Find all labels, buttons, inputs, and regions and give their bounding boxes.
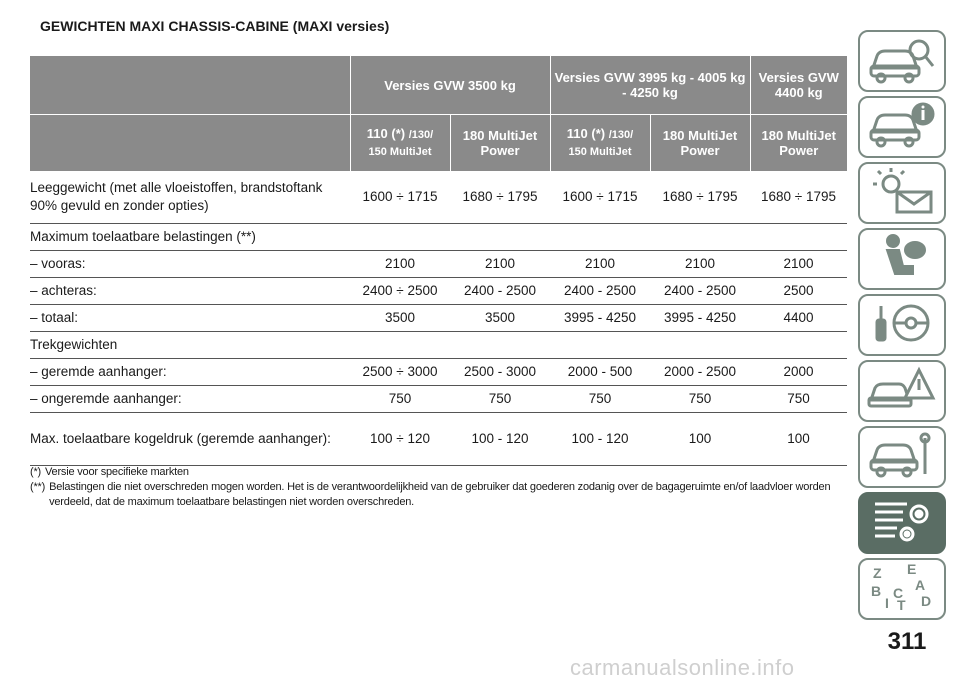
car-wrench-icon	[867, 430, 937, 485]
cell-value	[550, 224, 650, 251]
alphabet-index-icon	[867, 562, 937, 617]
cell-value: 2100	[550, 251, 650, 278]
row-label: – ongeremde aanhanger:	[30, 386, 350, 413]
engine-big-label: 110 (*)	[366, 126, 406, 141]
cell-value: 2400 - 2500	[650, 278, 750, 305]
header-engine-col5: 180 MultiJet Power	[750, 115, 847, 172]
tab-lights-message[interactable]	[858, 162, 946, 224]
cell-value: 2400 - 2500	[450, 278, 550, 305]
header-engine-col1	[350, 115, 450, 172]
cell-value: 2100	[450, 251, 550, 278]
row-label: Max. toelaatbare kogeldruk (geremde aanhanger):	[30, 413, 350, 466]
footnote-text: Belastingen die niet overschreden mogen worden. Het is de verantwoordelijkheid van de gebruiker dat goederen zodanig over de bagageruimte en/of laadvloer worden verdeeld, dat de maximum toelaatbare belastingen niet worden overschreden.	[49, 481, 831, 508]
table-header-row-versions	[30, 56, 847, 115]
cell-value: 2000 - 500	[550, 359, 650, 386]
footnote-mark: (**)	[30, 481, 46, 493]
weights-table	[30, 56, 847, 466]
footnote	[30, 465, 845, 480]
row-label: – geremde aanhanger:	[30, 359, 350, 386]
header-engine-col2: 180 MultiJet Power	[450, 115, 550, 172]
cell-value: 2100	[350, 251, 450, 278]
cell-value: 2500	[750, 278, 847, 305]
cell-value: 750	[450, 386, 550, 413]
key-steering-wheel-icon	[867, 298, 937, 353]
cell-value: 2400 ÷ 2500	[350, 278, 450, 305]
tab-warning-triangle[interactable]	[858, 360, 946, 422]
cell-value	[450, 224, 550, 251]
cell-value: 750	[750, 386, 847, 413]
table-row	[30, 278, 847, 305]
engine-small-label: 150 MultiJet	[568, 146, 632, 158]
cell-value: 100	[750, 413, 847, 466]
cell-value: 1680 ÷ 1795	[750, 171, 847, 224]
table-row	[30, 251, 847, 278]
header-gvw-3995-4250: Versies GVW 3995 kg - 4005 kg - 4250 kg	[550, 56, 750, 115]
cell-value: 1600 ÷ 1715	[350, 171, 450, 224]
row-label: Maximum toelaatbare belastingen (**)	[30, 224, 350, 251]
table-row	[30, 332, 847, 359]
cell-value: 100 - 120	[450, 413, 550, 466]
cell-value: 2100	[750, 251, 847, 278]
table-header-empty	[30, 56, 350, 115]
tab-car-info[interactable]	[858, 96, 946, 158]
row-label: – totaal:	[30, 305, 350, 332]
header-engine-col4: 180 MultiJet Power	[650, 115, 750, 172]
table-header-empty-2	[30, 115, 350, 172]
cell-value: 2500 ÷ 3000	[350, 359, 450, 386]
tab-key-steering-wheel[interactable]	[858, 294, 946, 356]
row-label: – vooras:	[30, 251, 350, 278]
cell-value: 2000 - 2500	[650, 359, 750, 386]
cell-value	[750, 332, 847, 359]
footnote-mark: (*)	[30, 466, 42, 478]
cell-value	[750, 224, 847, 251]
tab-alphabet-index[interactable]	[858, 558, 946, 620]
index-letter: A	[915, 576, 926, 593]
index-letter: I	[885, 594, 889, 611]
table-row	[30, 359, 847, 386]
header-gvw-4400: Versies GVW 4400 kg	[750, 56, 847, 115]
cell-value	[550, 332, 650, 359]
index-letter: E	[907, 561, 917, 577]
cell-value: 750	[350, 386, 450, 413]
table-row	[30, 305, 847, 332]
table-row	[30, 224, 847, 251]
cell-value: 3995 - 4250	[550, 305, 650, 332]
engine-inline-label: /130/	[408, 129, 434, 141]
engine-inline-label: /130/	[608, 129, 634, 141]
warning-triangle-icon	[867, 364, 937, 419]
table-row	[30, 413, 847, 466]
cell-value	[650, 332, 750, 359]
index-letter: D	[921, 592, 932, 609]
chapter-sidebar	[858, 30, 948, 624]
cell-value: 4400	[750, 305, 847, 332]
car-search-icon	[867, 34, 937, 89]
cell-value: 3995 - 4250	[650, 305, 750, 332]
cell-value: 100 ÷ 120	[350, 413, 450, 466]
page-title: GEWICHTEN MAXI CHASSIS-CABINE (MAXI versies)	[40, 18, 390, 34]
cell-value	[350, 332, 450, 359]
cell-value	[450, 332, 550, 359]
row-label: Leeggewicht (met alle vloeistoffen, brandstoftank 90% gevuld en zonder opties)	[30, 171, 350, 224]
header-engine-col3	[550, 115, 650, 172]
table-header-row-engines	[30, 115, 847, 172]
index-letter: B	[871, 582, 882, 599]
cell-value: 3500	[450, 305, 550, 332]
cell-value: 3500	[350, 305, 450, 332]
table-row	[30, 171, 847, 224]
cell-value: 1680 ÷ 1795	[450, 171, 550, 224]
cell-value: 1680 ÷ 1795	[650, 171, 750, 224]
index-letter: C	[893, 584, 904, 601]
index-letter: T	[897, 596, 906, 612]
row-label: – achteras:	[30, 278, 350, 305]
cell-value: 100 - 120	[550, 413, 650, 466]
lights-message-icon	[867, 166, 937, 221]
tab-car-search[interactable]	[858, 30, 946, 92]
cell-value: 2400 - 2500	[550, 278, 650, 305]
engine-big-label: 110 (*)	[566, 126, 606, 141]
watermark: carmanualsonline.info	[570, 655, 795, 680]
cell-value: 2000	[750, 359, 847, 386]
engine-small-label: 150 MultiJet	[368, 146, 432, 158]
tab-airbag-seat[interactable]	[858, 228, 946, 290]
tab-car-wrench[interactable]	[858, 426, 946, 488]
row-label: Trekgewichten	[30, 332, 350, 359]
footnote-text: Versie voor specifieke markten	[45, 466, 189, 478]
cell-value	[350, 224, 450, 251]
cell-value: 100	[650, 413, 750, 466]
cell-value: 2100	[650, 251, 750, 278]
header-gvw-3500: Versies GVW 3500 kg	[350, 56, 550, 115]
cell-value: 750	[650, 386, 750, 413]
cell-value: 2500 - 3000	[450, 359, 550, 386]
airbag-seat-icon	[867, 232, 937, 287]
specs-gear-icon	[867, 496, 937, 551]
footnotes	[30, 465, 845, 510]
page-number: 311	[887, 628, 927, 655]
cell-value: 1600 ÷ 1715	[550, 171, 650, 224]
table-row	[30, 386, 847, 413]
cell-value	[650, 224, 750, 251]
tab-specs-gear[interactable]	[858, 492, 946, 554]
index-letter: Z	[873, 564, 882, 581]
car-info-icon	[867, 100, 937, 155]
footnote	[30, 480, 845, 510]
cell-value: 750	[550, 386, 650, 413]
